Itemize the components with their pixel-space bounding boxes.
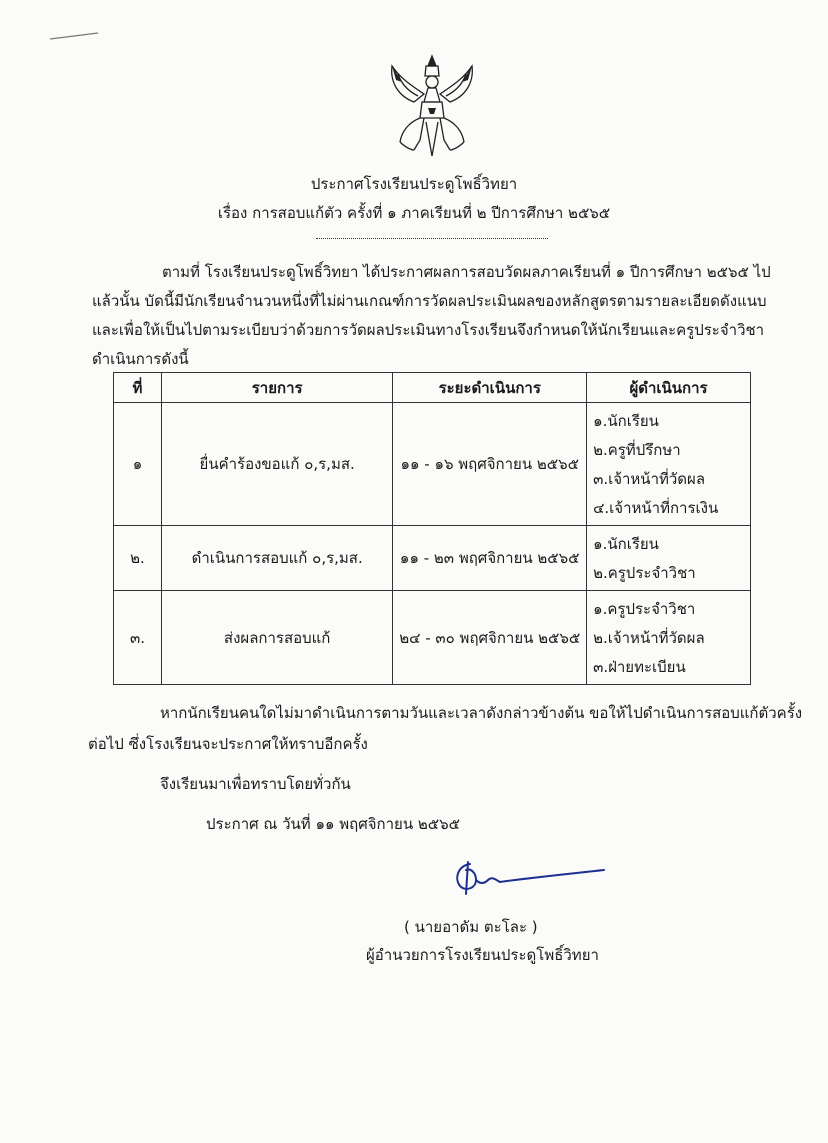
responsible-item: ๑.นักเรียน xyxy=(593,535,659,553)
announcement-body xyxy=(92,258,771,374)
body-line: ดำเนินการดังนี้ xyxy=(92,350,189,368)
responsible-item: ๔.เจ้าหน้าที่การเงิน xyxy=(593,499,719,517)
row-responsible xyxy=(587,403,751,526)
table-header-row xyxy=(114,373,751,403)
row-no: ๑ xyxy=(114,403,162,526)
row-item: ส่งผลการสอบแก้ xyxy=(161,591,393,685)
row-no: ๒. xyxy=(114,526,162,591)
scan-mark xyxy=(48,30,100,40)
closing-line: ต่อไป ซึ่งโรงเรียนจะประกาศให้ทราบอีกครั้ง xyxy=(88,735,368,753)
column-header-responsible: ผู้ดำเนินการ xyxy=(587,373,751,403)
row-period: ๑๑ - ๒๓ พฤศจิกายน ๒๕๖๕ xyxy=(393,526,587,591)
body-line: แล้วนั้น บัดนี้มีนักเรียนจำนวนหนึ่งที่ไม่ผ่านเกณฑ์การวัดผลประเมินผลของหลักสูตรตามรายละเอียดดังแนบ xyxy=(92,292,767,310)
responsible-item: ๑.นักเรียน xyxy=(593,412,659,430)
schedule-table xyxy=(113,372,751,685)
responsible-item: ๓.ฝ่ายทะเบียน xyxy=(593,658,686,676)
table-row xyxy=(114,526,751,591)
row-responsible xyxy=(587,526,751,591)
announcement-subject: เรื่อง การสอบแก้ตัว ครั้งที่ ๑ ภาคเรียนที่ ๒ ปีการศึกษา ๒๕๖๕ xyxy=(217,204,611,222)
dotted-divider xyxy=(316,238,548,239)
column-header-item: รายการ xyxy=(161,373,393,403)
row-no: ๓. xyxy=(114,591,162,685)
signer-name: ( นายอาดัม ตะโละ ) xyxy=(404,918,538,936)
closing-line: จึงเรียนมาเพื่อทราบโดยทั่วกัน xyxy=(160,775,351,793)
body-line: และเพื่อให้เป็นไปตามระเบียบว่าด้วยการวัดผลประเมินทางโรงเรียนจึงกำหนดให้นักเรียนและครูประจำวิชา xyxy=(92,321,765,339)
signer-position: ผู้อำนวยการโรงเรียนประดูโพธิ์วิทยา xyxy=(366,946,599,964)
responsible-item: ๒.ครูที่ปรึกษา xyxy=(593,441,681,459)
responsible-item: ๑.ครูประจำวิชา xyxy=(593,600,696,618)
signature-icon xyxy=(448,858,608,898)
closing-line: หากนักเรียนคนใดไม่มาดำเนินการตามวันและเวลาดังกล่าวข้างต้น ขอให้ไปดำเนินการสอบแก้ตัวครั้ง xyxy=(160,704,803,722)
row-item: ยื่นคำร้องขอแก้ ๐,ร,มส. xyxy=(161,403,393,526)
row-item: ดำเนินการสอบแก้ ๐,ร,มส. xyxy=(161,526,393,591)
responsible-item: ๓.เจ้าหน้าที่วัดผล xyxy=(593,470,706,488)
table-row xyxy=(114,591,751,685)
date-line: ประกาศ ณ วันที่ ๑๑ พฤศจิกายน ๒๕๖๕ xyxy=(206,815,460,833)
column-header-no: ที่ xyxy=(114,373,162,403)
row-period: ๒๔ - ๓๐ พฤศจิกายน ๒๕๖๕ xyxy=(393,591,587,685)
table-row xyxy=(114,403,751,526)
garuda-emblem-icon xyxy=(384,52,480,164)
body-line: ตามที่ โรงเรียนประดูโพธิ์วิทยา ได้ประกาศผลการสอบวัดผลภาคเรียนที่ ๑ ปีการศึกษา ๒๕๖๕ ไป xyxy=(162,263,771,281)
column-header-period: ระยะดำเนินการ xyxy=(393,373,587,403)
row-period: ๑๑ - ๑๖ พฤศจิกายน ๒๕๖๕ xyxy=(393,403,587,526)
announcement-title: ประกาศโรงเรียนประดูโพธิ์วิทยา xyxy=(310,175,518,193)
responsible-item: ๒.ครูประจำวิชา xyxy=(593,564,696,582)
responsible-item: ๒.เจ้าหน้าที่วัดผล xyxy=(593,629,705,647)
row-responsible xyxy=(587,591,751,685)
